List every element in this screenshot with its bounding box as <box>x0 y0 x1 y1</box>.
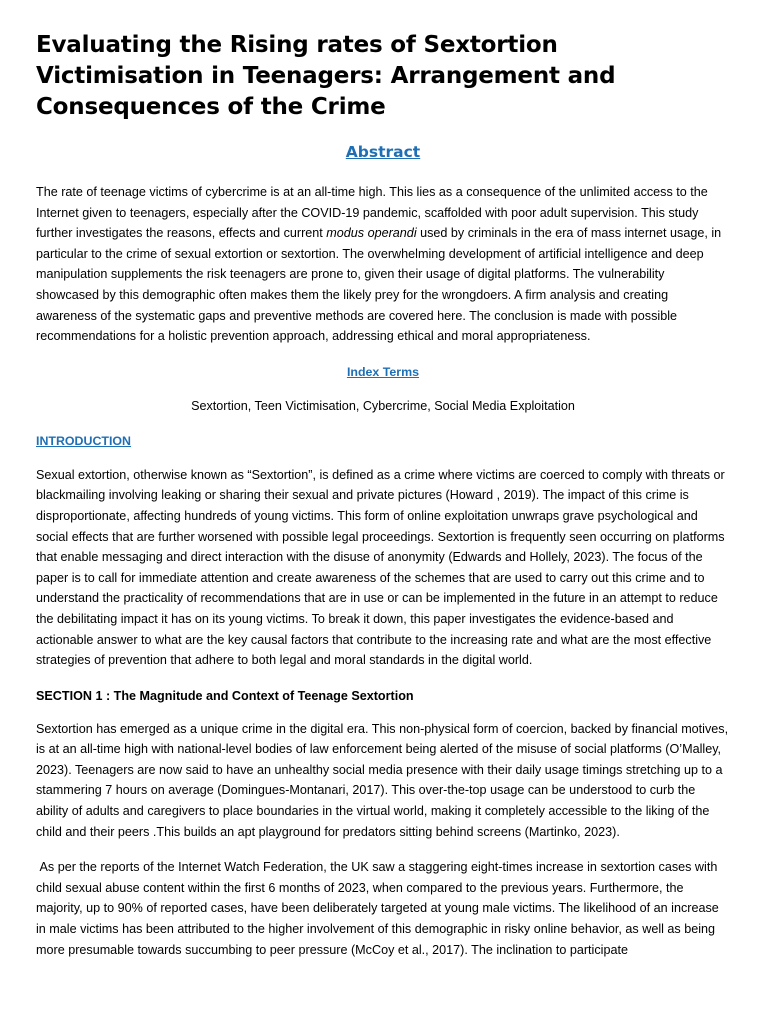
section1-paragraph2: As per the reports of the Internet Watch Federation, the UK saw a staggering eight-times increase in sextortion cases with child sexual abuse content within the first 6 months of 2023, when compared to the previous years. Furthermore, the majority, up to 90% of reported cases, have been deliberately targeted at young male victims. The likelihood of an increase in male victims has been attributed to the higher involvement of this demographic in risky online behavior, as well as being more presumable towards succumbing to peer pressure (McCoy et al., 2017). The inclination to participate <box>36 860 723 957</box>
paper-title: Evaluating the Rising rates of Sextortion Victimisation in Teenagers: Arrangement and Consequences of the Crime <box>36 32 616 120</box>
abstract-italic-term: modus operandi <box>326 226 417 241</box>
abstract-text-part1: The rate of teenage victims of cybercrime is at an all-time high. This lies as a consequence of the unlimited access to the Internet given to teenagers, especially after the COVID-19 pandemic, scaffolded with poor adult supervision. This study further investigates the reasons, effects and current <box>36 185 708 241</box>
document-page <box>36 30 730 975</box>
abstract-text-part2: used by criminals in the era of mass internet usage, in particular to the crime of sexual extortion or sextortion. The overwhelming development of artificial intelligence and deep manipulation supplements the risk teenagers are prone to, given their usage of digital platforms. The vulnerability showcased by this demographic often makes them the likely prey for the wrongdoers. A firm analysis and creating awareness of the systematic gaps and preventive methods are covered here. The conclusion is made with possible recommendations for a holistic prevention approach, addressing ethical and moral appropriateness. <box>36 226 722 344</box>
index-terms-heading[interactable]: Index Terms <box>346 364 420 379</box>
abstract-heading[interactable]: Abstract <box>345 143 421 161</box>
index-terms-list: Sextortion, Teen Victimisation, Cybercrime, Social Media Exploitation <box>191 398 575 413</box>
section1-heading: SECTION 1 : The Magnitude and Context of Teenage Sextortion <box>36 688 414 703</box>
introduction-heading[interactable]: INTRODUCTION <box>36 433 131 448</box>
section1-paragraph1: Sextortion has emerged as a unique crime in the digital era. This non-physical form of coercion, backed by financial motives, is at an all-time high with national-level bodies of law enforcement being alerted of the misuse of social platforms (O’Malley, 2023). Teenagers are now said to have an unhealthy social media presence with their daily usage timings stretching up to a stammering 7 hours on average (Domingues-Montanari, 2017). This over-the-top usage can be understood to curb the ability of adults and caregivers to place boundaries in the virtual world, making it completely accessible to the liking of the child and their peers .This builds an apt playground for predators sitting behind screens (Martinko, 2023). <box>36 721 729 839</box>
introduction-text: Sexual extortion, otherwise known as “Sextortion”, is defined as a crime where victims are coerced to comply with threats or blackmailing involving leaking or sharing their sexual and private pictures (Howard , 2019). The impact of this crime is disproportionate, affecting hundreds of young victims. This form of online exploitation unwraps grave psychological and social effects that are further worsened with possible legal proceedings. Sextortion is frequently seen occurring on platforms that enable messaging and direct interaction with the disuse of anonymity (Edwards and Hollely, 2023). The focus of the paper is to call for immediate attention and create awareness of the schemes that are used to carry out this crime and to understand the practicality of recommendations that are in use or can be implemented in the future in an attempt to reduce the debilitating impact it has on its young victims. To break it down, this paper investigates the evidence-based and actionable answer to what are the key causal factors that contribute to the increasing rate and what are the most effective strategies of prevention that adhere to both legal and moral standards in the digital world. <box>36 467 725 668</box>
abstract-text <box>36 182 730 347</box>
